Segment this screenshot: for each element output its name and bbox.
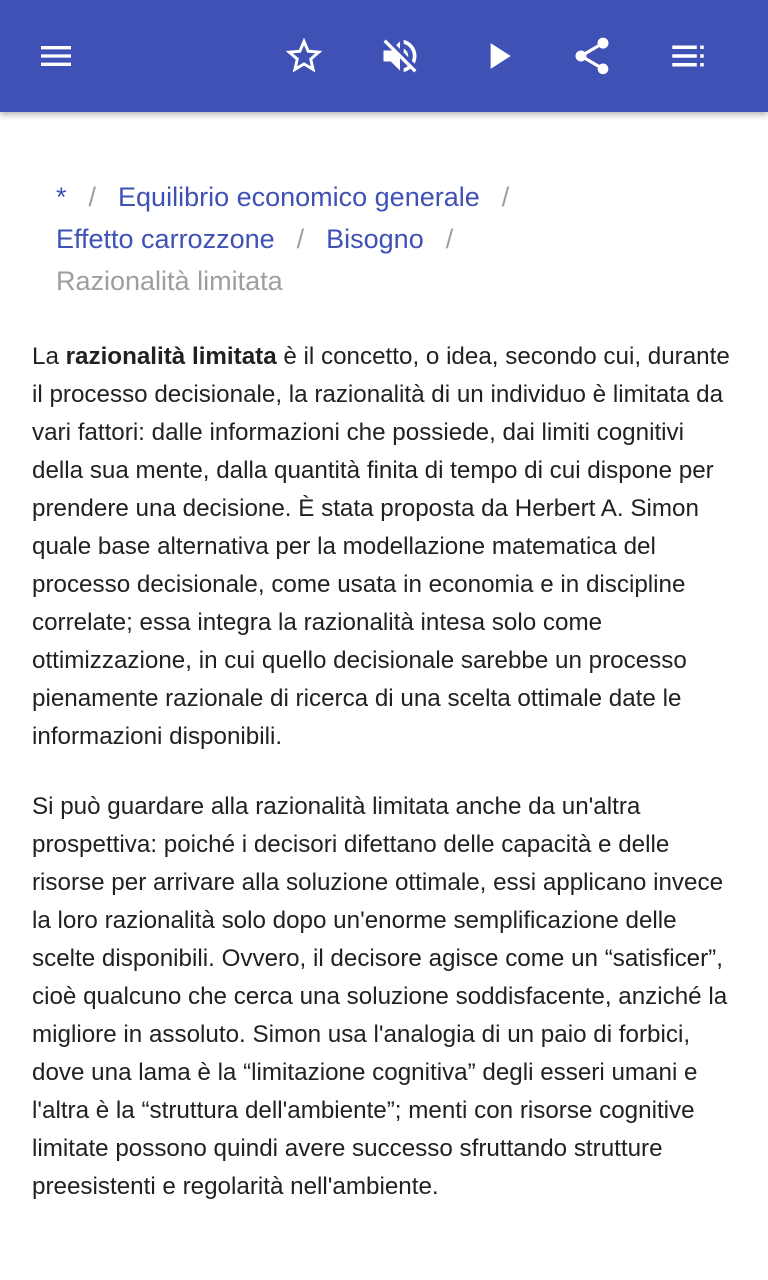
article-body bbox=[32, 338, 738, 1238]
menu-button[interactable] bbox=[24, 24, 88, 88]
breadcrumb-link-bisogno[interactable]: Bisogno bbox=[326, 224, 424, 254]
share-button[interactable] bbox=[560, 24, 624, 88]
paragraph-lead: La bbox=[32, 343, 66, 370]
play-icon bbox=[476, 34, 520, 78]
table-of-contents-icon bbox=[667, 35, 709, 77]
paragraph-text: è il concetto, o idea, secondo cui, durante il processo decisionale, la razionalità di un individuo è limitata da vari fattori: dalle informazioni che possiede, dai limiti cognitivi della sua mente, dalla quantità finita di tempo di cui dispone per prendere una decisione. È stata proposta da Herbert A. Simon quale base alternativa per la modellazione matematica del processo decisionale, come usata in economia e in discipline correlate; essa integra la razionalità intesa solo come ottimizzazione, in cui quello decisionale sarebbe un processo pienamente razionale di ricerca di una scelta ottimale date le informazioni disponibili. bbox=[32, 343, 730, 750]
favorite-button[interactable] bbox=[272, 24, 336, 88]
play-button[interactable] bbox=[466, 24, 530, 88]
top-app-bar bbox=[0, 0, 768, 112]
breadcrumb-home-link[interactable]: * bbox=[56, 182, 67, 212]
share-icon bbox=[570, 34, 614, 78]
article-term: razionalità limitata bbox=[65, 343, 277, 370]
breadcrumb-link-equilibrio[interactable]: Equilibrio economico generale bbox=[118, 182, 480, 212]
star-outline-icon bbox=[282, 34, 326, 78]
hamburger-menu-icon bbox=[36, 36, 76, 76]
table-of-contents-button[interactable] bbox=[656, 24, 720, 88]
article-paragraph: Si può guardare alla razionalità limitata anche da un'altra prospettiva: poiché i decisori difettano delle capacità e delle risorse per arrivare alla soluzione ottimale, essi applicano invece la loro razionalità solo dopo un'enorme semplificazione delle scelte disponibili. Ovvero, il decisore agisce come un “satisficer”, cioè qualcuno che cerca una soluzione soddisfacente, anziché la migliore in assoluto. Simon usa l'analogia di un paio di forbici, dove una lama è la “limitazione cognitiva” degli esseri umani e l'altra è la “struttura dell'ambiente”; menti con risorse cognitive limitate possono quindi avere successo sfruttando strutture preesistenti e regolarità nell'ambiente. bbox=[32, 793, 728, 1200]
article-paragraph bbox=[32, 338, 738, 756]
breadcrumb-current-page: Razionalità limitata bbox=[56, 266, 283, 296]
breadcrumb-separator: / bbox=[88, 182, 97, 212]
mute-button[interactable] bbox=[368, 24, 432, 88]
breadcrumb-separator: / bbox=[501, 182, 510, 212]
volume-off-icon bbox=[378, 34, 422, 78]
breadcrumb-separator: / bbox=[445, 224, 454, 254]
breadcrumb-link-effetto-carrozzone[interactable]: Effetto carrozzone bbox=[56, 224, 275, 254]
breadcrumb-separator: / bbox=[296, 224, 305, 254]
breadcrumb bbox=[56, 176, 736, 302]
